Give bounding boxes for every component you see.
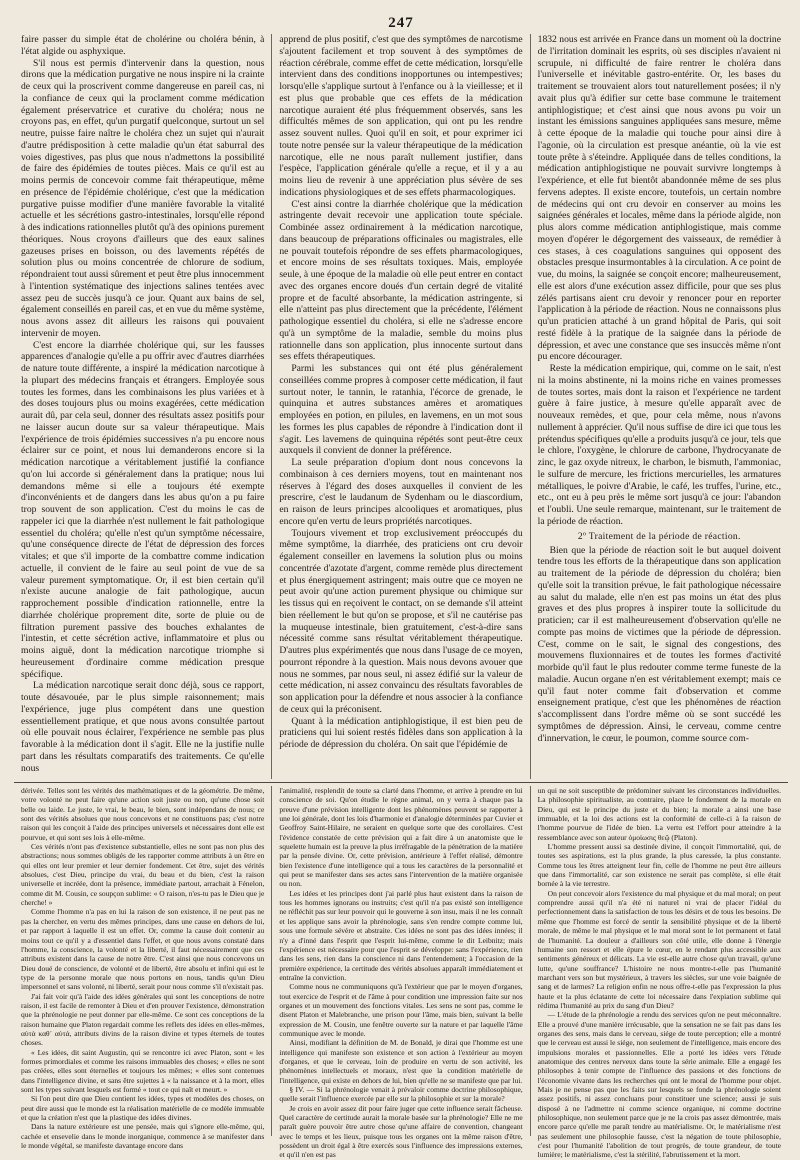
paragraph: Reste la médication empirique, qui, comme on le sait, n'est ni la moins abstinente, ni la moins riche en vaines promesses de toutes sortes, mais dont la raison et l'expérience ne tardent guère à faire justice, à mesure qu'elle apparaît avec de nouveaux remèdes, et que, pour cela même, nous n'avons nullement à apprécier. Qu'il nous suffise de dire ici que tous les prétendus spécifiques qu'elle a produits jusqu'à ce jour, tels que le chlore, l'oxygène, le chlorure de carbone, l'hydrocyanate de zinc, le gaz oxyde nitreux, le charbon, le bismuth, l'ammoniac, le sulfure de mercure, les frictions mercurielles, les armatures métalliques, le poivre d'Arabie, le café, les truffes, l'urine, etc., etc., ont eu à peu près le même sort jusqu'à ce jour: l'abandon et l'oubli. Une seule remarque, maintenant, sur le traitement de la période de réaction. [537, 363, 781, 527]
paragraph: S'il nous est permis d'intervenir dans la question, nous dirons que la médication purgative ne nous inspire ni la crainte de ceux qui la proscrivent comme dangereuse en pareil cas, ni la confiance de ceux qui la proclament comme médication également préservatrice et curative du choléra; nous ne croyons pas, en effet, qu'un purgatif quelconque, surtout un sel neutre, puisse faire naître le choléra chez un sujet qui n'aurait d'autre prédisposition à cette maladie qu'un état saburral des voies digestives, pas plus que nous n'admettons la possibilité de faire des épidémies de toutes pièces. Mais ce qu'il est au moins permis de concevoir comme fait thérapeutique, même en présence de l'épidémie cholérique, c'est que la médication purgative puisse modifier d'une manière favorable la vitalité actuelle et les sécrétions gastro-intestinales, lorsqu'elle répond à des indications rationnelles plutôt qu'à des opinions purement théoriques. Nous croyons d'ailleurs que des eaux salines gazeuses prises en boisson, ou des lavements répétés de solution plus ou moins concentrée de chlorure de sodium, répondraient tout aussi sûrement et peut être plus innocemment à l'intention systématique des injections salines tentées avec assez peu de succès jusqu'à ce jour. Quant aux bains de sel, également conseillés en pareil cas, et en vue du même système, nous avons assez dit ailleurs les raisons qui pouvaient intervenir de moyen. [21, 57, 265, 339]
paragraph: Toujours vivement et trop exclusivement préoccupés du même symptôme, la diarrhée, des praticiens ont cru devoir également conseiller en lavemens la solution plus ou moins concentrée d'azotate d'argent, comme remède plus directement et plus énergiquement astringent; mais outre que ce moyen ne peut avoir qu'une action purement physique ou chimique sur les tissus qui en reçoivent le contact, on se demande s'il atteint bien réellement le but qu'on se propose, et s'il ne cautérise pas la muqueuse intestinale, bien gratuitement, c'est-à-dire sans nécessité comme sans résultat véritablement thérapeutique. D'autres plus expérimentés que nous dans l'usage de ce moyen, pourront répondre à la question. Mais nous devons avouer que nous ne sommes, par nous seul, ni assez édifié sur la valeur de cette médication, ni assez convaincu des résultats favorables de son application pour la défendre et nous associer à la confiance de ceux qui la préconisent. [279, 527, 523, 715]
paragraph: La médication narcotique serait donc déjà, sous ce rapport, toute désavouée, par le plus simple raisonnement; mais l'expérience, juge plus compétent dans une question essentiellement pratique, et que nous avons consultée partout où elle pouvait nous éclairer, l'expérience ne semble pas plus favorable à la médication dont il s'agit. Elle ne la justifie nulle part dans les résultats comparatifs des traitements. Ce qu'elle nous [21, 680, 265, 774]
paragraph: Comme l'homme n'a pas en lui la raison de son existence, il ne peut pas ne pas la chercher, en vertu des mêmes principes, dans une cause en dehors de lui, et par rapport à laquelle il est un effet. Or, comme la cause doit contenir au moins tout ce qu'il y a d'essentiel dans l'effet, et que nous avons constaté dans l'homme, la conscience, la volonté et la liberté, il faut nécessairement que ces attributs existent dans la cause de notre être. C'est ainsi que nous concevons un Dieu doué de conscience, de volonté et de liberté, être absolu et infini qui est le type de la personne morale que nous portons en nous, tandis qu'un Dieu impersonnel et sans volonté, ni liberté, serait pour nous comme s'il n'existait pas. [21, 907, 265, 992]
main-article [14, 34, 788, 779]
paragraph: un qui ne soit susceptible de prédominer suivant les circonstances individuelles. La philosophie spiritualiste, au contraire, place le fondement de la morale en Dieu, qui est le principe du juste et du bien; la morale a ainsi une base immuable, et la loi des actions est la conformité de celle-ci à la raison de l'homme pourvue de l'idée de bien. La vertu est l'effort pour atteindre à la ressemblance avec son auteur ὁμοίωσις θεῷ (Platon). [537, 786, 781, 842]
paragraph: apprend de plus positif, c'est que des symptômes de narcotisme s'ajoutent facilement et trop souvent à des symptômes de réaction cérébrale, comme effet de cette médication, lorsqu'elle intervient dans des conditions inopportunes ou intempestives; lorsqu'elle s'applique surtout à l'enfance ou à la vieillesse; et il est plus que probable que ces effets de la médication narcotique auraient été plus fréquemment observés, sans les difficultés mêmes de son application, qui ont pu les rendre assez souvent nulles. Quoi qu'il en soit, et pour exprimer ici toute notre pensée sur la valeur thérapeutique de la médication narcotique, elle ne nous paraît nullement justifier, dans l'espèce, l'application générale qu'elle a reçue, et il y a au moins lieu de revenir à une appréciation plus sévère de ses indications physiologiques et de ses effets pharmacologiques. [279, 34, 523, 198]
paragraph: Quant à la médication antiphlogistique, il est bien peu de praticiens qui lui soient restés fidèles dans son application à la période de dépression du choléra. On sait que l'épidémie de [279, 715, 523, 750]
paragraph: Comme nous ne communiquons qu'à l'extérieur que par le moyen d'organes, tout exercice de l'esprit et de l'âme à pour condition une impression faite sur nos organes et un mouvement des fonctions vitales. Les sens ne sont pas, comme le disent Platon et Malebranche, une prison pour l'âme, mais bien, suivant la belle expression de M. Cousin, une fenêtre ouverte sur la nature et par laquelle l'âme communique avec le monde. [279, 982, 523, 1038]
paragraph: Ainsi, modifiant la définition de M. de Bonald, je dirai que l'homme est une intelligence qui manifeste son existence et son action à l'extérieur au moyen d'organes, et que le cerveau, loin de produire en vertu de son activité, les phénomènes intellectuels et moraux, n'est que la condition matérielle de l'intelligence, qui existe en dehors de lui, bien qu'elle ne se manifeste que par lui. [279, 1038, 523, 1085]
paragraph: dérivée. Telles sont les vérités des mathématiques et de la géométrie. De même, votre volonté ne peut faire qu'une action soit juste ou non, qu'une chose soit belle ou laide. Le juste, le vrai, le beau, le bien, sont indépendans de nous; ce sont des vérités absolues que nous concevons et ne constituons pas; c'est notre raison qui les conçoit à l'aide des principes universels et nécessaires dont elle est pourvue, et qui sont ses lois à elle-même. [21, 786, 265, 842]
paragraph: faire passer du simple état de cholérine ou choléra bénin, à l'état algide ou asphyxique. [21, 34, 265, 57]
paragraph: Je crois en avoir assez dit pour faire juger que cette influence serait fâcheuse. Quel caractère de certitude aurait la morale basée sur la phrénologie? Elle ne me paraît guère pouvoir être autre chose qu'une affaire de convention, changeant avec le temps et les lieux, puisque tous les organes ont la même raison d'être, possèdent un droit égal à être exercés sous l'influence des impressions externes, et qu'il n'en est pas [279, 1103, 523, 1160]
paragraph: Parmi les substances qui ont été plus généralement conseillées comme propres à composer cette médication, il faut surtout noter, le tannin, le ratanhia, l'écorce de grenade, le quinquina et autres substances amères et aromatiques employées en potion, en pilules, en lavemens, en un mot sous les formes les plus capables de répondre à l'indication dont il s'agit. Les lavemens de quinquina répétés sont peut-être ceux auxquels il convient de donner la préférence. [279, 363, 523, 457]
paragraph: — L'étude de la phrénologie a rendu des services qu'on ne peut méconnaître. Elle a prouvé d'une manière irrécusable, que la sensation ne se fait pas dans les organes des sens, mais dans le cerveau, siége de toute perception; elle a montré que le cerveau est aussi le siége, non seulement de l'intelligence, mais encore des impulsions morales et passionnelles. Elle a porté les idées vers l'étude anatomique des centres nerveux dans toute la série animale. Elle a engagé les philosophes à tenir compte de l'influence des passions et des fonctions de l'économie vivante dans les recherches qui ont le moral de l'homme pour objet. Mais je ne pense pas que les faits sur lesquels se fonde la phrénologie soient assez positifs, ni assez concluans pour constituer une science; aussi je suis disposé à ne l'admettre ni comme science organique, ni comme doctrine philosophique, non seulement parce que je ne la crois pas assez démontrée, mais encore parce qu'elle me paraît tendre au matérialisme. Or, le matérialisme n'est pas seulement une philosophie fausse, c'est la négation de toute philosophie, c'est pour l'humanité l'abolition de tout progrès, de toute grandeur, de toute lumière; le matérialisme, c'est la stérilité, l'abrutissement et la mort. [537, 1010, 781, 1160]
paragraph: J'ai fait voir qu'à l'aide des idées générales qui sont les conceptions de notre raison, il est facile de remonter à Dieu et d'en prouver l'existence, démonstration que la phrénologie ne peut donner par elle-même. Ce sont ces conceptions de la raison humaine que Platon regardait comme les reflets des idées en elles-mêmes, αὐτὰ καθ᾽ αὑτά, attributs divins de la raison divine et types éternels de toutes choses. [21, 991, 265, 1048]
paragraph: La seule préparation d'opium dont nous concevons la combinaison à ces derniers moyens, tout en maintenant nos réserves à l'égard des doses auxquelles il convient de les prescrire, c'est le laudanum de Sydenham ou le diascordium, en raison de leurs principes alcooliques et aromatiques, plus encore qu'en vertu de leurs propriétés narcotiques. [279, 457, 523, 527]
paragraph: l'animalité, resplendit de toute sa clarté dans l'homme, et arrive à prendre en lui conscience de soi. Qu'on étudie le règne animal, on y verra à chaque pas la preuve d'une prévision intelligente dont les phénomènes peuvent se rapporter à une loi générale, dont les lois d'harmonie et d'analogie déterminées par Cuvier et Geoffroy Saint-Hilaire, ne seraient en quelque sorte que des corollaires. C'est l'évidence constatée de cette prévision qui a fait dire à un anatomiste que le squelette humain est la preuve la plus irréfragable de la pénétration de la matière par la pensée divine. Or, cette prévision, antérieure à l'effet réalisé, démontre bien l'existence d'une intelligence qui a tous les caractères de la personnalité et qui peut se manifester dans ses actes sans l'intervention de la matière organisée ou non. [279, 786, 523, 889]
paragraph: C'est ainsi contre la diarrhée cholérique que la médication astringente devait recevoir une application toute spéciale. Combinée assez ordinairement à la médication narcotique, dans beaucoup de préparations officinales ou magistrales, elle ne pouvait toutefois répondre de ses effets pharmacologiques, et encore moins de ses résultats toxiques. Mais, employée seule, à une époque de la maladie où elle peut entrer en contact avec des organes encore doués d'un certain degré de vitalité propre et de faculté absorbante, la médication astringente, si elle n'atteint pas plus directement que la précédente, l'élément pathologique essentiel du choléra, si elle ne s'adresse encore qu'à un symptôme de la maladie, semble du moins plus rationnelle dans son application, plus innocente surtout dans ses effets thérapeutiques. [279, 198, 523, 363]
article-column-3 [530, 34, 788, 779]
paragraph: L'homme pressent aussi sa destinée divine, il conçoit l'immortalité, qui, de toutes ses aspirations, est la plus grande, la plus caressée, la plus constante. Comme tous les êtres atteignent leur fin, celle de l'homme ne peut être ailleurs que dans l'immortalité, car son existence ne serait pas complète, si elle était bornée à la vie terrestre. [537, 842, 781, 889]
paragraph: 1832 nous est arrivée en France dans un moment où la doctrine de l'irritation dominait les esprits, où ses disciples n'avaient ni scrupule, ni difficulté de faire rentrer le choléra dans l'universelle et inévitable gastro-entérite. Or, les bases du traitement se trouvaient alors tout naturellement posées; il n'y avait plus qu'à édifier sur cette base commune le traitement antiphlogistique; et c'est ainsi que nous avons pu voir un instant les émissions sanguines appliquées sans mesure, même à cette époque de la maladie qui touche pour ainsi dire à l'agonie, où la circulation est presque anéantie, où la vie est toute prête à s'éteindre. Appliquée dans de telles conditions, la médication antiphlogistique ne pouvait survivre longtemps à l'expérience, et elle fut bientôt abandonnée même de ses plus fervens adeptes. Il existe encore, toutefois, un certain nombre de médecins qui ont cru devoir en conserver au moins les saignées générales et locales, même dans la période algide, non plus alors comme médication antiphlogistique, mais comme moyen d'opérer le dégorgement des vaisseaux, de remédier à ces stases, à ces coagulations sanguines qui opposent des obstacles presque insurmontables à la circulation. A ce point de vue, du moins, la saignée se conçoit encore; malheureusement, elle est alors d'une exécution assez difficile, pour que ses plus zélés partisans aient cru devoir y renoncer pour en reporter l'application à la période de réaction. Nous ne connaissons plus qu'un praticien attaché à un grand hôpital de Paris, qui soit resté fidèle à la pratique de la saignée dans la période de dépression, et avec une constance que ses insuccès même n'ont pu encore décourager. [537, 34, 781, 363]
article-column-1 [14, 34, 271, 779]
paragraph: On peut concevoir alors l'existence du mal physique et du mal moral; on peut comprendre aussi qu'il n'a été ni naturel ni vrai de placer l'idéal du perfectionnement dans la satisfaction de tous les désirs et de tous les besoins. De même que l'homme est forcé de sentir la sensibilité physique et de la liberté morale, de même le mal physique et le mal moral sont le lot permanent et fatal de l'humanité. La douleur a d'ailleurs son côté utile, elle donne à l'énergie humaine son ressort et elle épure le cœur, en le rendant plus accessible aux sentiments généreux et délicats. La vie est-elle autre chose qu'un travail, qu'une lutte, qu'une souffrance? L'histoire ne nous montre-t-elle pas l'humanité marchant vers son but mystérieux, à travers les siècles, sur une voie baignée de sang et de larmes? La religion enfin ne nous offre-t-elle pas l'expression la plus haute et la plus éclatante de cette loi nécessaire dans l'expiation sublime qui rédima l'humanité au prix du sang d'un Dieu? [537, 888, 781, 1010]
paragraph: Dans la nature extérieure est une pensée, mais qui s'ignore elle-même, qui, cachée et ensevelie dans le monde inorganique, commence à se manifester dans le monde végétal, se manifeste davantage encore dans [21, 1122, 265, 1151]
feuilleton-column-3 [530, 786, 788, 1160]
paragraph: § IV. — Si la phrénologie venait à prévaloir comme doctrine philosophique, quelle serait l'influence exercée par elle sur la philosophie et sur la morale? [279, 1085, 523, 1104]
feuilleton-column-2 [271, 786, 529, 1160]
paragraph: Les idées et les principes dont j'ai parlé plus haut existent dans la raison de tous les hommes ignorans ou instruits; c'est qu'il n'a pas existé son intelligence ne réfléchit pas sur leur pouvoir qui le gouverne à son insu, mais il ne les connaît et les applique sans avoir la phrénologie, sans s'en rendre compte comme lui, sous une formule sévère et abstraite. Ces idées ne sont pas des idées innées; il n'y a d'inné dans l'esprit que l'esprit lui-même, comme le dit Leibnitz; mais l'expérience est nécessaire pour que l'esprit se développe: sans l'expérience, rien dans les sens, rien dans la conscience ni dans l'entendement; à l'occasion de la première expérience, la certitude des vérités absolues apparaît immédiatement et entraîne la conviction. [279, 888, 523, 982]
section-heading: 2º Traitement de la période de réaction. [577, 530, 741, 542]
paragraph: Ces vérités n'ont pas d'existence substantielle, elles ne sont pas non plus des abstractions; nous sommes obligés de les rapporter comme attributs à un être en qui elles ont leur premier et leur dernier fondement. Cet être, sujet des vérités absolues, c'est Dieu, principe du vrai, du beau et du bien, c'est la raison universelle et incréée, dont la présence, immédiate partout, arrachait à Fénelon, comme dit M. Cousin, ce soupçon sublime: « O raison, n'es-tu pas le Dieu que je cherche! » [21, 842, 265, 908]
paragraph: « Les idées, dit saint Augustin, qui se rencontre ici avec Platon, sont « les formes primordiales et comme les raisons immuables des choses; « elles ne sont pas créées, elles sont éternelles et toujours les mêmes; « elles sont contenues dans l'intelligence divine, et sans être sujettes à « la naissance et à la mort, elles sont les types suivant lesquels est formé « tout ce qui naît et meurt. » [21, 1047, 265, 1094]
paragraph: C'est encore la diarrhée cholérique qui, sur les fausses apparences d'analogie qu'elle a pu offrir avec d'autres diarrhées de nature toute différente, a inspiré la médication narcotique à la plupart des médecins français et étrangers. Employée sous toutes les formes, dans les combinaisons les plus variées et à des doses toujours plus ou moins exagérées, cette médication aurait dû, par cela seul, donner des résultats assez positifs pour ne laisser aucun doute sur sa valeur thérapeutique. Mais l'expérience de trois épidémies successives n'a pu encore nous éclairer sur ce point, et nous lui demanderons encore si la médication narcotique a véritablement justifié la confiance qu'on lui accorde si généralement dans la pratique; nous lui demandons même si elle a toujours été exempte d'inconvénients et de dangers dans les abus qu'on a pu faire trop souvent de son application. C'est du moins le cas de rappeler ici que la diarrhée n'est nullement le fait pathologique essentiel du choléra; qu'elle n'est qu'un symptôme nécessaire, qu'une conséquence directe de l'état de dépression des forces vitales; et que s'il importe de la combattre comme indication actuelle, il convient de le faire au seul point de vue de sa valeur purement symptomatique. Or, il est bien certain qu'il n'existe aucune analogie de fait pathologique, aucun rapprochement possible d'indication rationnelle, entre la diarrhée cholérique proprement dite, sorte de pluie ou de filtration purement passive des bouches exhalantes de l'intestin, et cette sécrétion active, inflammatoire et plus ou moins aiguë, dont la médication narcotique triomphe si heureusement d'ordinaire comme médication presque spécifique. [21, 339, 265, 680]
page-number: 247 [388, 15, 414, 31]
paragraph: Bien que la période de réaction soit le but auquel doivent tendre tous les efforts de la thérapeutique dans son application au traitement de la période de dépression du choléra; bien qu'elle soit la transition prévue, le fait pathologique nécessaire au salut du malade, elle n'en est pas moins un état des plus graves et des plus propres à inspirer toute la sollicitude du praticien; car il est malheureusement d'observation qu'elle ne compte pas moins de victimes que la période de dépression. C'est, comme on le sait, le signal des congestions, des mouvemens fluxionnaires et de toutes les formes d'activité morbide qu'il faut le plus redouter comme terme funeste de la maladie. Aucun organe n'en est véritablement exempt; mais ce qu'il faut noter comme fait d'observation et comme enseignement pratique, c'est que les phénomènes de réaction s'accomplissent dans l'ordre même où se sont succédé les symptômes de dépression. Ainsi, le cerveau, comme centre d'innervation, le cœur, le poumon, comme source com- [537, 544, 781, 744]
section-divider [14, 782, 788, 783]
feuilleton [14, 786, 788, 1160]
feuilleton-column-1 [14, 786, 271, 1151]
paragraph: Si l'on peut dire que Dieu contient les idées, types et modèles des choses, on peut dire aussi que le monde est la réalisation matérielle de ce modèle immuable et que la création n'est que la plastique des idées divines. [21, 1094, 265, 1123]
article-column-2 [271, 34, 529, 779]
